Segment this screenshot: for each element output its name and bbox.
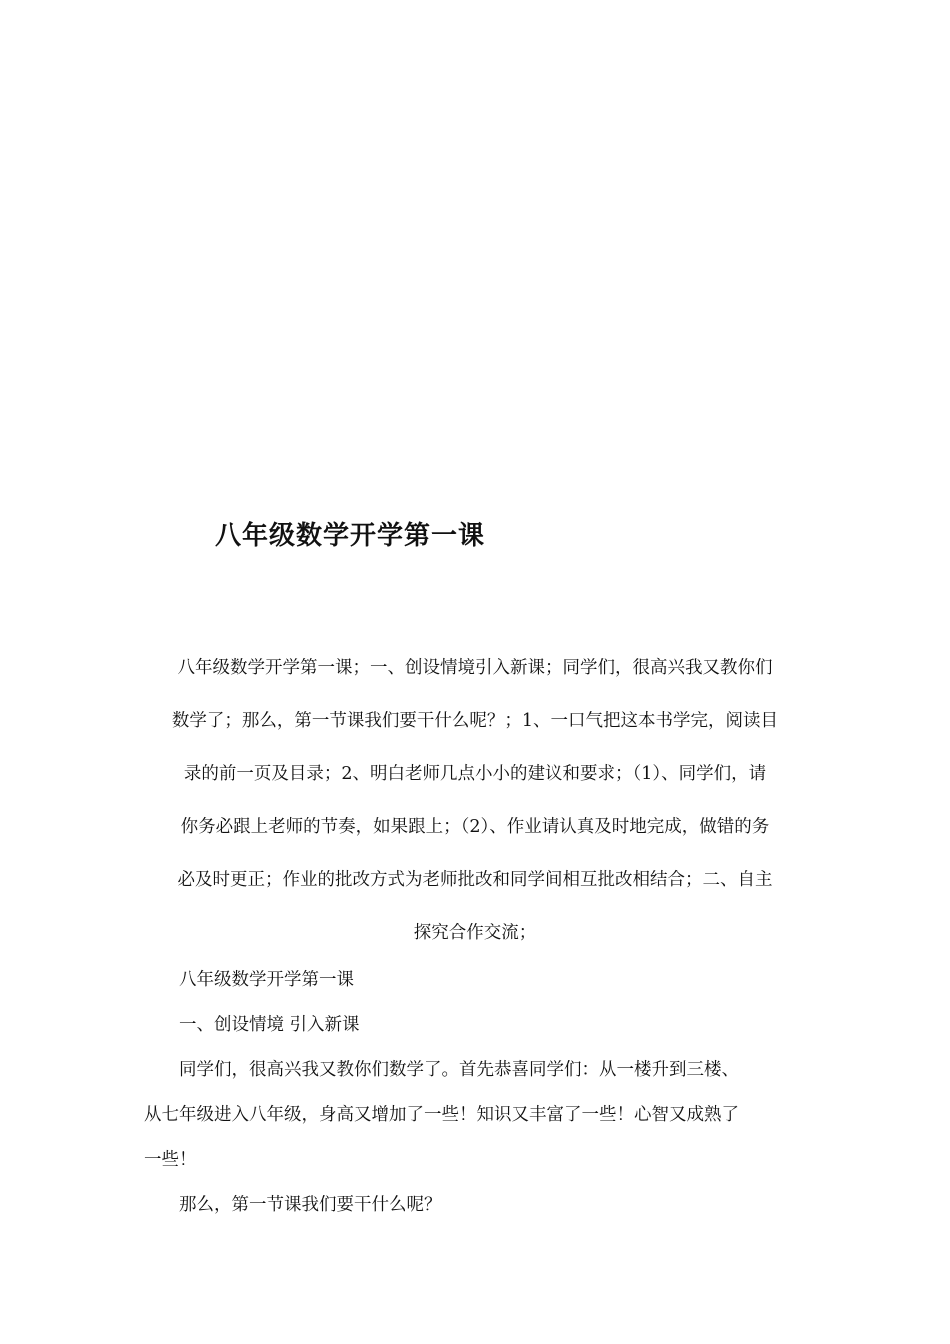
document-title: 八年级数学开学第一课	[215, 521, 486, 551]
paragraph-line: 从七年级进入八年级，身高又增加了一些！知识又丰富了一些！心智又成熟了	[144, 1105, 739, 1125]
summary-line: 必及时更正；作业的批改方式为老师批改和同学间相互批改相结合；二、自主	[177, 870, 773, 890]
section-heading: 一、创设情境 引入新课	[179, 1015, 360, 1035]
summary-line: 你务必跟上老师的节奏，如果跟上；（2）、作业请认真及时地完成，做错的务	[180, 817, 770, 837]
body-text	[144, 966, 814, 1220]
summary-line: 八年级数学开学第一课；一、创设情境引入新课；同学们，很高兴我又教你们	[177, 658, 773, 678]
summary-block	[140, 650, 810, 968]
body-heading: 八年级数学开学第一课	[179, 970, 354, 990]
summary-line: 数学了；那么，第一节课我们要干什么呢？；1、一口气把这本书学完，阅读目	[171, 711, 779, 731]
paragraph-line: 同学们，很高兴我又教你们数学了。首先恭喜同学们：从一楼升到三楼、	[179, 1060, 739, 1080]
summary-line: 录的前一页及目录；2、明白老师几点小小的建议和要求；（1）、同学们，请	[183, 764, 767, 784]
summary-line: 探究合作交流；	[413, 923, 537, 943]
paragraph-line: 那么，第一节课我们要干什么呢？	[179, 1195, 442, 1215]
paragraph-line: 一些！	[144, 1150, 197, 1170]
